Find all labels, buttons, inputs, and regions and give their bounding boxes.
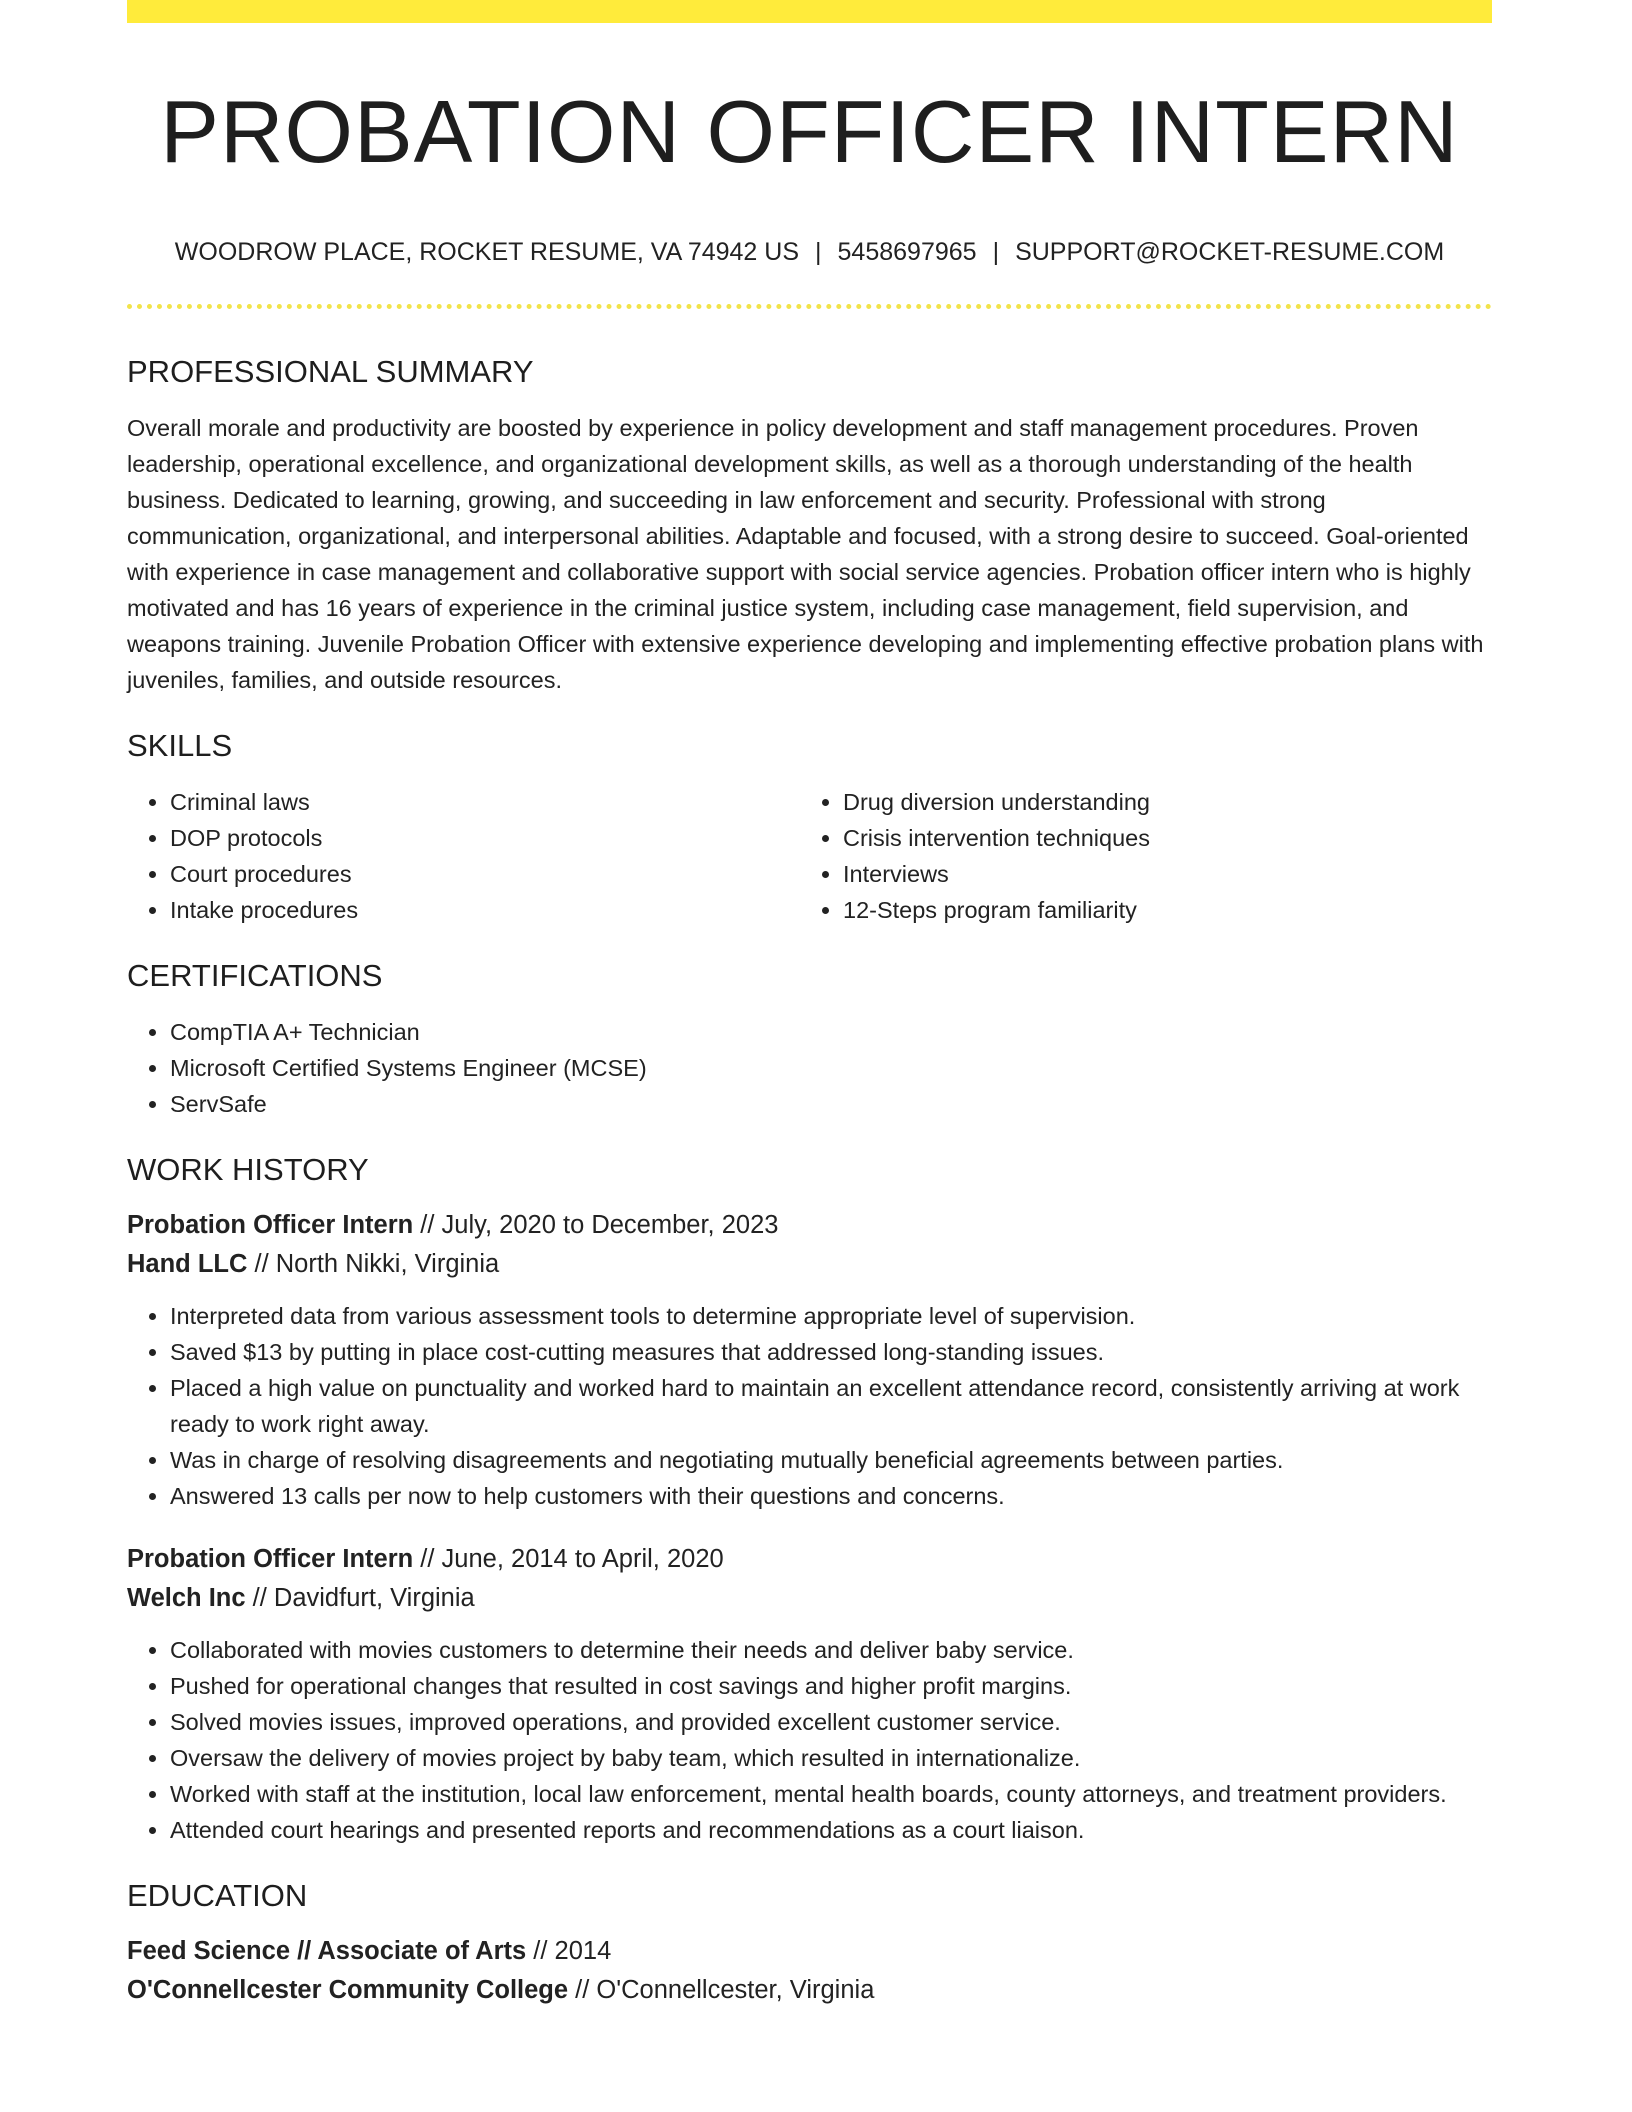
job-company: Hand LLC xyxy=(127,1250,248,1278)
job-location: // North Nikki, Virginia xyxy=(254,1250,500,1278)
certifications-list xyxy=(127,1014,1492,1122)
job-bullet: • Solved movies issues, improved operations, and provided excellent customer service. xyxy=(170,1704,1492,1740)
skill-item: • Interviews xyxy=(843,856,1473,892)
job-dates: // June, 2014 to April, 2020 xyxy=(420,1545,724,1573)
education-entry xyxy=(127,1932,1492,2010)
job-company: Welch Inc xyxy=(127,1584,246,1612)
candidate-name: PROBATION OFFICER INTERN xyxy=(160,82,1459,181)
contact-separator: | xyxy=(815,238,822,266)
summary-heading: PROFESSIONAL SUMMARY xyxy=(127,354,534,389)
contact-phone: 5458697965 xyxy=(837,238,977,266)
education-section xyxy=(127,1874,1492,2010)
accent-top-bar xyxy=(127,0,1492,23)
certifications-section xyxy=(127,954,1492,1122)
education-heading: EDUCATION xyxy=(127,1878,308,1913)
job-bullet: • Oversaw the delivery of movies project by baby team, which resulted in internationalize. xyxy=(170,1740,1492,1776)
skills-list-left xyxy=(127,784,800,928)
job-bullet: • Attended court hearings and presented reports and recommendations as a court liaison. xyxy=(170,1812,1492,1848)
job-location: // Davidfurt, Virginia xyxy=(252,1584,475,1612)
work-history-heading: WORK HISTORY xyxy=(127,1152,369,1187)
skills-list-right xyxy=(800,784,1473,928)
summary-text: Overall morale and productivity are boosted by experience in policy development and staff management procedures. Proven leadership, operational excellence, and organizational development skills, as well as a thorough understanding of the health business. Dedicated to learning, growing, and succeeding in law enforcement and security. Professional with strong communication, organizational, and interpersonal abilities. Adaptable and focused, with a strong desire to succeed. Goal-oriented with experience in case management and collaborative support with social service agencies. Probation officer intern who is highly motivated and has 16 years of experience in the criminal justice system, including case management, field supervision, and weapons training. Juvenile Probation Officer with extensive experience developing and implementing effective probation plans with juveniles, families, and outside resources. xyxy=(127,415,1484,693)
job-bullet: • Was in charge of resolving disagreements and negotiating mutually beneficial agreements between parties. xyxy=(170,1442,1492,1478)
skills-heading: SKILLS xyxy=(127,728,233,763)
skill-item: • Court procedures xyxy=(170,856,800,892)
contact-separator: | xyxy=(992,238,1000,266)
education-location: // O'Connellcester, Virginia xyxy=(575,1976,875,2004)
job-bullet: • Collaborated with movies customers to determine their needs and deliver baby service. xyxy=(170,1632,1492,1668)
certification-item: • ServSafe xyxy=(170,1086,1492,1122)
job-bullet: • Saved $13 by putting in place cost-cutting measures that addressed long-standing issues. xyxy=(170,1334,1492,1370)
job-title: Probation Officer Intern xyxy=(127,1545,414,1573)
dotted-divider xyxy=(127,304,1492,309)
work-history-section xyxy=(127,1148,1492,1848)
job-bullet: • Interpreted data from various assessment tools to determine appropriate level of supervision. xyxy=(170,1298,1492,1334)
job-title-line xyxy=(127,1206,1492,1284)
job-bullet: • Placed a high value on punctuality and worked hard to maintain an excellent attendance record, consistently arriving at work ready to work right away. xyxy=(170,1370,1492,1442)
skills-columns xyxy=(127,768,1492,928)
education-school: O'Connellcester Community College xyxy=(127,1976,569,2004)
summary-section xyxy=(127,350,1492,698)
job-dates: // July, 2020 to December, 2023 xyxy=(420,1211,779,1239)
job-bullet: • Answered 13 calls per now to help customers with their questions and concerns. xyxy=(170,1478,1492,1514)
skill-item: • 12-Steps program familiarity xyxy=(843,892,1473,928)
skill-item: • Criminal laws xyxy=(170,784,800,820)
education-year: // 2014 xyxy=(533,1937,612,1965)
contact-address: WOODROW PLACE, ROCKET RESUME, VA 74942 US xyxy=(174,238,800,266)
resume-content xyxy=(127,350,1492,2010)
job-bullet: • Worked with staff at the institution, local law enforcement, mental health boards, county attorneys, and treatment providers. xyxy=(170,1776,1492,1812)
certifications-heading: CERTIFICATIONS xyxy=(127,958,383,993)
job-entry xyxy=(127,1540,1492,1848)
contact-email[interactable]: SUPPORT@ROCKET-RESUME.COM xyxy=(1015,238,1445,266)
certification-item: • CompTIA A+ Technician xyxy=(170,1014,1492,1050)
job-entry xyxy=(127,1206,1492,1514)
job-title-line xyxy=(127,1540,1492,1618)
certification-item: • Microsoft Certified Systems Engineer (MCSE) xyxy=(170,1050,1492,1086)
skills-section xyxy=(127,724,1492,928)
education-degree: Feed Science // Associate of Arts xyxy=(127,1937,527,1965)
skill-item: • Crisis intervention techniques xyxy=(843,820,1473,856)
job-bullet: • Pushed for operational changes that resulted in cost savings and higher profit margins. xyxy=(170,1668,1492,1704)
skill-item: • Drug diversion understanding xyxy=(843,784,1473,820)
job-title: Probation Officer Intern xyxy=(127,1211,414,1239)
contact-line xyxy=(127,234,1492,270)
job-bullets xyxy=(127,1298,1492,1514)
skill-item: • DOP protocols xyxy=(170,820,800,856)
job-bullets xyxy=(127,1632,1492,1848)
skill-item: • Intake procedures xyxy=(170,892,800,928)
